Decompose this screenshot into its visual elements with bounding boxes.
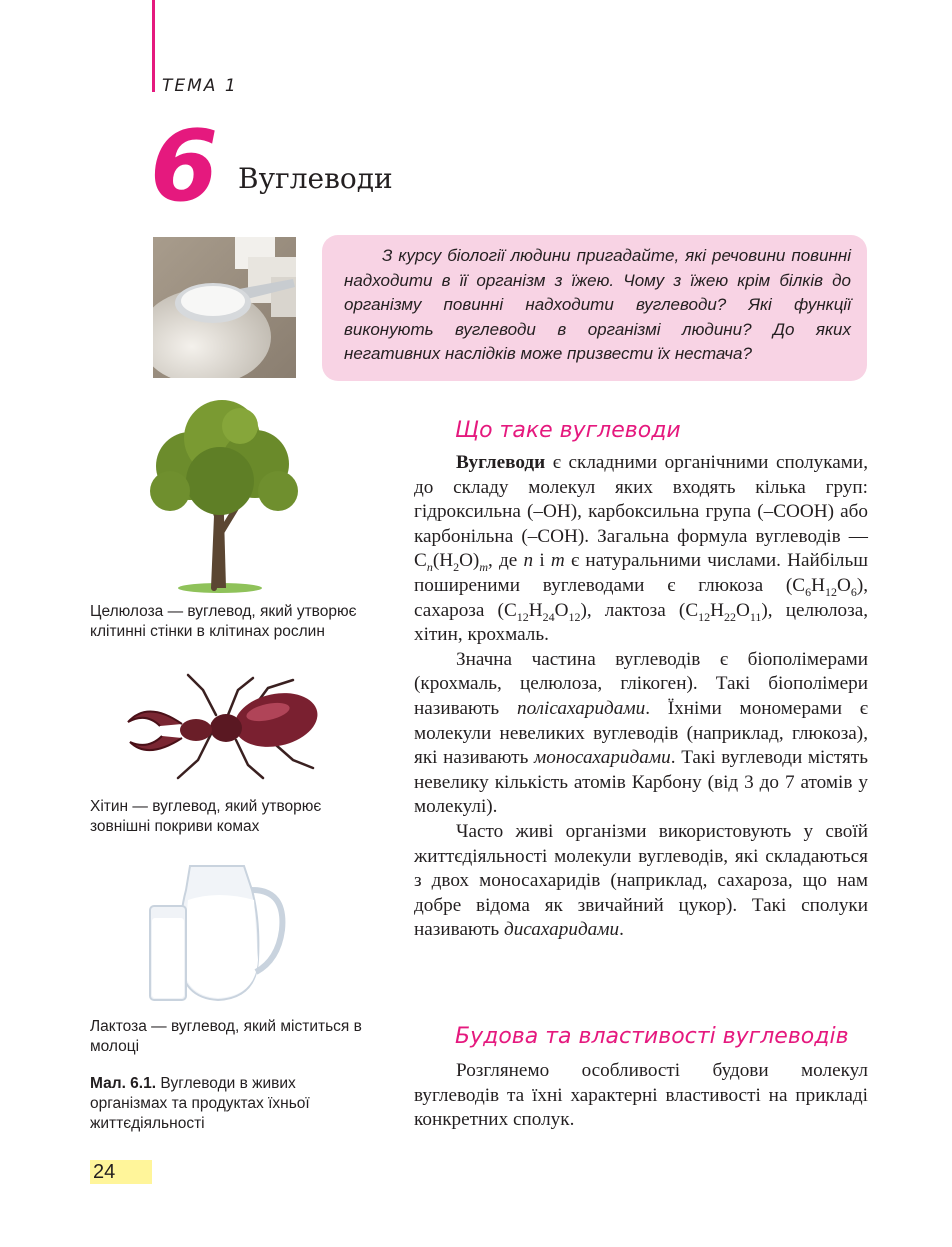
text-run: Значна частина вуглеводів є біополімерами (крохмаль, целюлоза, глікоген). Такі біополімери називають: [414, 648, 868, 719]
figure-caption-text: Вуглеводи в живих організмах та продуктах їхньої життєдіяльності: [90, 1075, 310, 1132]
text-run: . Такі вуглеводи містять невелику кількість атомів Карбону (від 3 до 7 атомів у молекулі).: [414, 747, 868, 818]
section-heading-what-are-carbohydrates: Що таке вуглеводи: [455, 418, 681, 443]
section2-body: [414, 1059, 868, 1133]
chapter-title: Вуглеводи: [238, 162, 393, 195]
stag-beetle-image: [118, 660, 328, 788]
caption-cellulose: Целюлоза — вуглевод, який утворює клітинні стінки в клітинах рослин: [90, 603, 357, 640]
text-run: ), целюлоза, хітин, крохмаль.: [414, 599, 869, 646]
paragraph-polysaccharides: [414, 648, 868, 820]
text-run: ), лактоза (: [580, 599, 686, 621]
milk-jug-and-glass-image: [148, 860, 288, 1002]
text-run: і: [533, 550, 551, 572]
caption-lactose: Лактоза — вуглевод, який міститься в молоці: [90, 1018, 362, 1055]
section1-body: [414, 451, 868, 943]
text-run: є натуральними числами. Найбільш поширеними вуглеводами є глюкоза (: [414, 550, 869, 596]
text-run: Часто живі організми використовують у своїй життєдіяльності молекули вуглеводів, які складаються з двох моносахаридів (наприклад, сахароза, що нам добре відома як звичайний цукор). Такі сполуки називають: [414, 820, 868, 941]
topic-label: ТЕМА 1: [162, 76, 238, 96]
text-run: ), сахароза (: [414, 574, 868, 621]
term-monosaccharides: моносахаридами: [533, 747, 671, 769]
sugar-spoon-image: [153, 237, 296, 378]
figure-label: Мал. 6.1.: [90, 1075, 157, 1092]
text-run: є складними органічними сполуками, до складу молекул яких входять кілька груп: гідроксильна (–ОН), карбоксильна група (–СООН) або карбонільна (–СОН). Загальна формула вуглеводів —: [414, 452, 868, 547]
term-polysaccharides: полісахаридами: [516, 697, 646, 719]
text-run: . Їхніми мономерами є молекули невеликих вуглеводів (наприклад, глюкоза), які називають: [414, 697, 868, 769]
term-carbohydrates: Вуглеводи: [456, 452, 546, 473]
text-run: , де: [487, 550, 524, 572]
figure-caption: [90, 1074, 375, 1134]
page-number: 24: [90, 1160, 152, 1184]
text-run: .: [619, 919, 624, 941]
paragraph-disaccharides: [414, 820, 868, 943]
caption-chitin: Хітин — вуглевод, який утворює зовнішні покриви комах: [90, 798, 322, 835]
chapter-number: 6: [150, 110, 219, 224]
intro-question-box: З курсу біології людини пригадайте, які речовини повинні надходити в її організм з їжею. Чому з їжею крім білків до організму повинні надходити вуглеводи? Які функції виконують вуглеводи в організмі людини? До яких негативних наслідків може призвести їх нестача?: [322, 235, 867, 381]
header-accent-bar: [152, 0, 155, 92]
term-disaccharides: дисахаридами: [503, 919, 620, 941]
section-heading-structure-properties: Будова та властивості вуглеводів: [455, 1024, 849, 1049]
paragraph-structure-intro: Розглянемо особливості будови молекул вуглеводів та їхні характерні властивості на прикладі конкретних сполук.: [414, 1060, 868, 1131]
paragraph-definition: Вуглеводи є складними органічними сполуками, до складу молекул яких входять кілька груп: гідроксильна (–ОН), карбоксильна група (–СООН) або карбонільна (–СОН). Загальна формула вуглеводів — $C_n(H_2O)_m$, де n і m є натуральними числами. Найбільш поширеними вуглеводами є глюкоза $(C_6H_{12}O_6)$, сахароза $(C_{12}H_{24}O_{12})$, лактоза $(C_{12}H_{22}O_{11})$, целюлоза, хітин, крохмаль.: [414, 452, 869, 646]
tree-image: [140, 396, 305, 596]
